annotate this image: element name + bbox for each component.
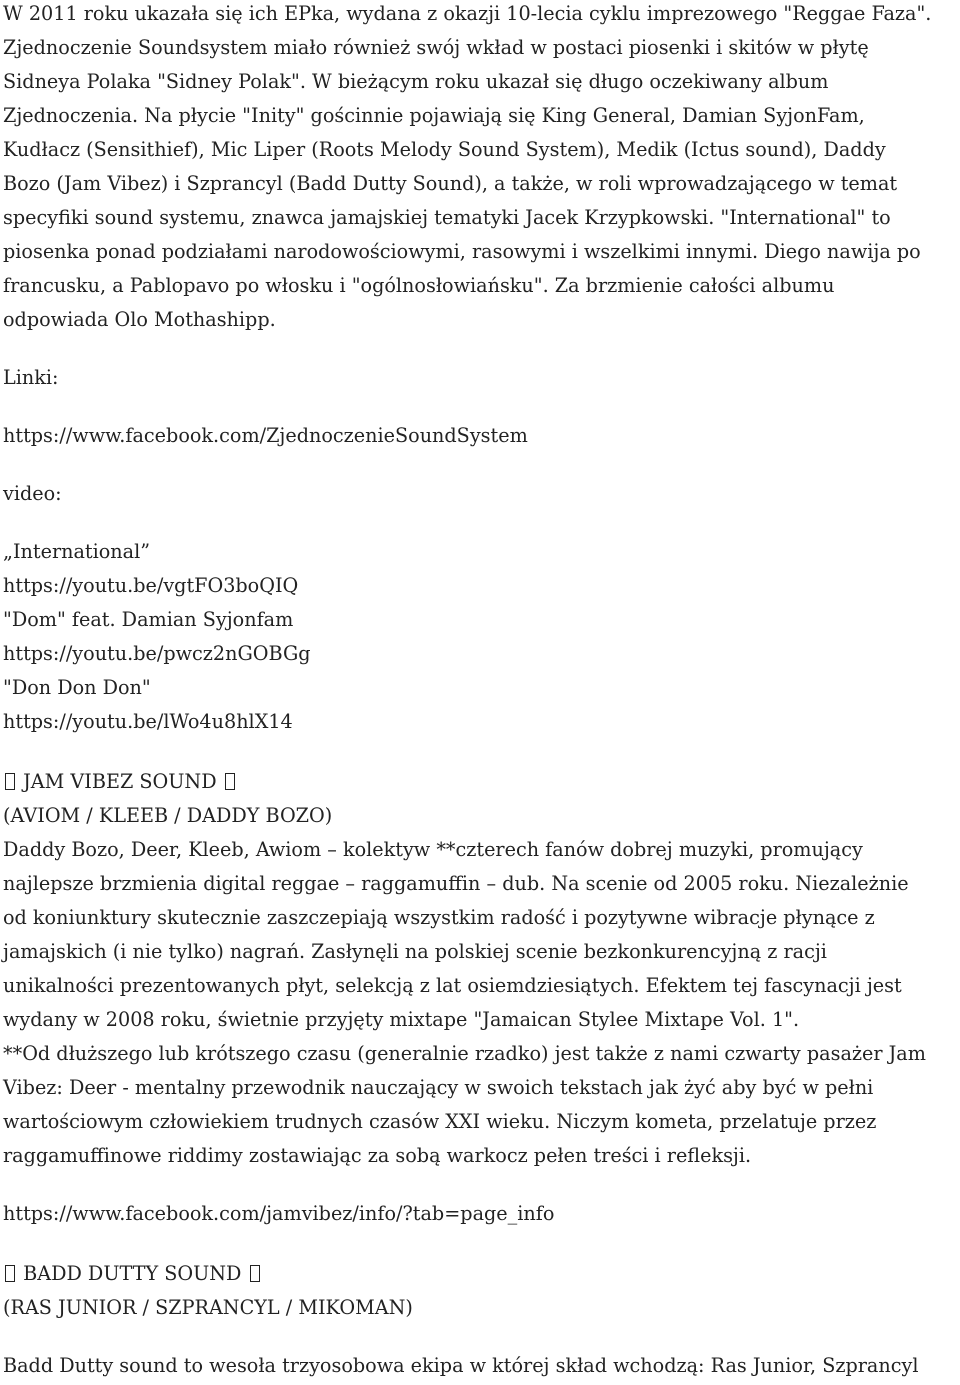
text-line: Zjednoczenia. Na płycie "Inity" gościnnie pojawiają się King General, Damian SyjonFam, <box>3 104 865 127</box>
video-link[interactable]: https://youtu.be/vgtFO3boQIQ <box>3 574 299 597</box>
jam-vibez-members: (AVIOM / KLEEB / DADDY BOZO) <box>3 804 333 827</box>
section-heading <box>3 765 957 799</box>
jam-vibez-section <box>3 765 957 1231</box>
text-line: odpowiada Olo Mothashipp. <box>3 308 276 331</box>
placeholder-glyph-icon <box>225 773 235 790</box>
text-line: Daddy Bozo, Deer, Kleeb, Awiom – kolektyw **czterech fanów dobrej muzyki, promujący <box>3 838 863 861</box>
text-line: specyfiki sound systemu, znawca jamajskiej tematyki Jacek Krzypkowski. "International" to <box>3 206 891 229</box>
text-line: Zjednoczenie Soundsystem miało również swój wkład w postaci piosenki i skitów w płytę <box>3 36 869 59</box>
facebook-link[interactable]: https://www.facebook.com/ZjednoczenieSoundSystem <box>3 424 528 447</box>
video-link[interactable]: https://youtu.be/pwcz2nGOBGg <box>3 642 311 665</box>
text-line: W 2011 roku ukazała się ich EPka, wydana z okazji 10-lecia cyklu imprezowego "Reggae Faza". <box>3 2 932 25</box>
jam-vibez-heading: JAM VIBEZ SOUND <box>23 770 217 793</box>
text-line: unikalności prezentowanych płyt, selekcją z lat osiemdziesiątych. Efektem tej fascynacji jest <box>3 974 902 997</box>
video-link[interactable]: https://youtu.be/lWo4u8hlX14 <box>3 710 293 733</box>
document-page <box>3 0 957 1383</box>
text-line: francusku, a Pablopavo po włosku i "ogólnosłowiańsku". Za brzmienie całości albumu <box>3 274 835 297</box>
text-line: **Od dłuższego lub krótszego czasu (generalnie rzadko) jest także z nami czwarty pasażer Jam <box>3 1042 926 1065</box>
text-line: najlepsze brzmienia digital reggae – raggamuffin – dub. Na scenie od 2005 roku. Niezależnie <box>3 872 909 895</box>
placeholder-glyph-icon <box>5 773 15 790</box>
text-line: raggamuffinowe riddimy zostawiając za sobą warkocz pełen treści i refleksji. <box>3 1144 752 1167</box>
badd-dutty-section <box>3 1257 957 1383</box>
video-title: „International” <box>3 540 151 563</box>
video-title: "Dom" feat. Damian Syjonfam <box>3 608 294 631</box>
text-line: Bozo (Jam Vibez) i Szprancyl (Badd Dutty Sound), a także, w roli wprowadzającego w temat <box>3 172 898 195</box>
text-line: wartościowym człowiekiem trudnych czasów XXI wieku. Niczym kometa, przelatuje przez <box>3 1110 877 1133</box>
text-line: od koniunktury skutecznie zaszczepiają wszystkim radość i pozytywne wibracje płynące z <box>3 906 875 929</box>
links-label: Linki: <box>3 366 59 389</box>
section-heading <box>3 1257 957 1291</box>
badd-dutty-heading: BADD DUTTY SOUND <box>23 1262 242 1285</box>
text-line: Badd Dutty sound to wesoła trzyosobowa ekipa w której skład wchodzą: Ras Junior, Szprancyl <box>3 1354 919 1377</box>
text-line: wydany w 2008 roku, świetnie przyjęty mixtape "Jamaican Stylee Mixtape Vol. 1". <box>3 1008 800 1031</box>
video-list <box>3 535 957 739</box>
text-line: jamajskich (i nie tylko) nagrań. Zasłynęli na polskiej scenie bezkonkurencyjną z racji <box>3 940 827 963</box>
placeholder-glyph-icon <box>250 1265 260 1282</box>
text-line: piosenka ponad podziałami narodowościowymi, rasowymi i wszelkimi innymi. Diego nawija po <box>3 240 921 263</box>
text-line: Sidneya Polaka "Sidney Polak". W bieżącym roku ukazał się długo oczekiwany album <box>3 70 829 93</box>
badd-dutty-members: (RAS JUNIOR / SZPRANCYL / MIKOMAN) <box>3 1296 413 1319</box>
video-label: video: <box>3 482 62 505</box>
placeholder-glyph-icon <box>5 1265 15 1282</box>
jam-vibez-link[interactable]: https://www.facebook.com/jamvibez/info/?tab=page_info <box>3 1202 555 1225</box>
text-line: Vibez: Deer - mentalny przewodnik nauczający w swoich tekstach jak żyć aby być w pełni <box>3 1076 874 1099</box>
intro-paragraph <box>3 0 957 337</box>
text-line: Kudłacz (Sensithief), Mic Liper (Roots Melody Sound System), Medik (Ictus sound), Daddy <box>3 138 886 161</box>
video-title: "Don Don Don" <box>3 676 151 699</box>
